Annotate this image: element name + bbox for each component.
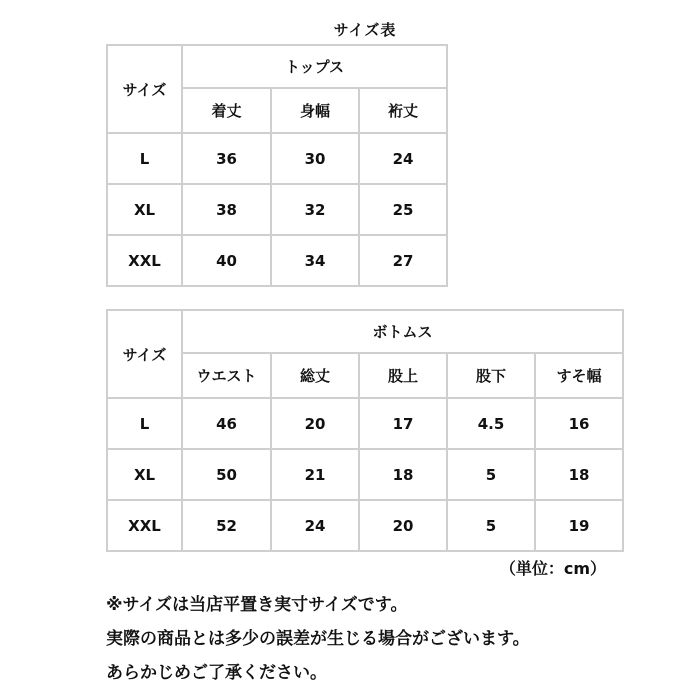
- note-line: あらかじめご了承ください。: [106, 663, 327, 683]
- page-title: サイズ表: [333, 21, 397, 39]
- bottoms-column-header: すそ幅: [535, 353, 623, 398]
- size-label: L: [107, 398, 182, 449]
- note-line: 実際の商品とは多少の誤差が生じる場合がございます。: [106, 629, 530, 649]
- tops-size-header: サイズ: [107, 45, 182, 133]
- bottoms-column-header: 股下: [447, 353, 535, 398]
- bottoms-column-header: ウエスト: [182, 353, 271, 398]
- table-row: [107, 133, 447, 184]
- table-cell: 52: [182, 500, 271, 551]
- table-row: [107, 449, 623, 500]
- table-cell: 38: [182, 184, 271, 235]
- size-label: XXL: [107, 235, 182, 286]
- table-row: [107, 184, 447, 235]
- table-cell: 27: [359, 235, 447, 286]
- table-cell: 34: [271, 235, 359, 286]
- bottoms-group-header: ボトムス: [182, 310, 623, 353]
- tops-group-header: トップス: [182, 45, 447, 88]
- table-cell: 36: [182, 133, 271, 184]
- note-line: ※サイズは当店平置き実寸サイズです。: [106, 595, 408, 615]
- table-row: [107, 398, 623, 449]
- table-cell: 5: [447, 449, 535, 500]
- table-row: [107, 235, 447, 286]
- table-cell: 40: [182, 235, 271, 286]
- table-cell: 32: [271, 184, 359, 235]
- table-cell: 46: [182, 398, 271, 449]
- tops-header-row: [107, 45, 447, 88]
- table-cell: 30: [271, 133, 359, 184]
- table-cell: 17: [359, 398, 447, 449]
- tops-column-header: 着丈: [182, 88, 271, 133]
- bottoms-column-header-row: [107, 353, 623, 398]
- bottoms-size-header: サイズ: [107, 310, 182, 398]
- table-cell: 5: [447, 500, 535, 551]
- bottoms-column-header: 総丈: [271, 353, 359, 398]
- table-cell: 4.5: [447, 398, 535, 449]
- table-cell: 16: [535, 398, 623, 449]
- size-label: XXL: [107, 500, 182, 551]
- table-cell: 18: [359, 449, 447, 500]
- table-cell: 20: [271, 398, 359, 449]
- size-label: XL: [107, 184, 182, 235]
- table-row: [107, 500, 623, 551]
- size-label: L: [107, 133, 182, 184]
- table-cell: 50: [182, 449, 271, 500]
- table-cell: 19: [535, 500, 623, 551]
- table-cell: 18: [535, 449, 623, 500]
- table-cell: 20: [359, 500, 447, 551]
- table-cell: 24: [271, 500, 359, 551]
- bottoms-size-table: [106, 309, 624, 552]
- tops-column-header: 裄丈: [359, 88, 447, 133]
- size-label: XL: [107, 449, 182, 500]
- table-cell: 21: [271, 449, 359, 500]
- table-cell: 24: [359, 133, 447, 184]
- table-cell: 25: [359, 184, 447, 235]
- tops-column-header: 身幅: [271, 88, 359, 133]
- bottoms-column-header: 股上: [359, 353, 447, 398]
- notes-block: [106, 588, 530, 690]
- tops-size-table: [106, 44, 448, 287]
- unit-note: （単位：cm）: [499, 559, 606, 578]
- bottoms-header-row: [107, 310, 623, 353]
